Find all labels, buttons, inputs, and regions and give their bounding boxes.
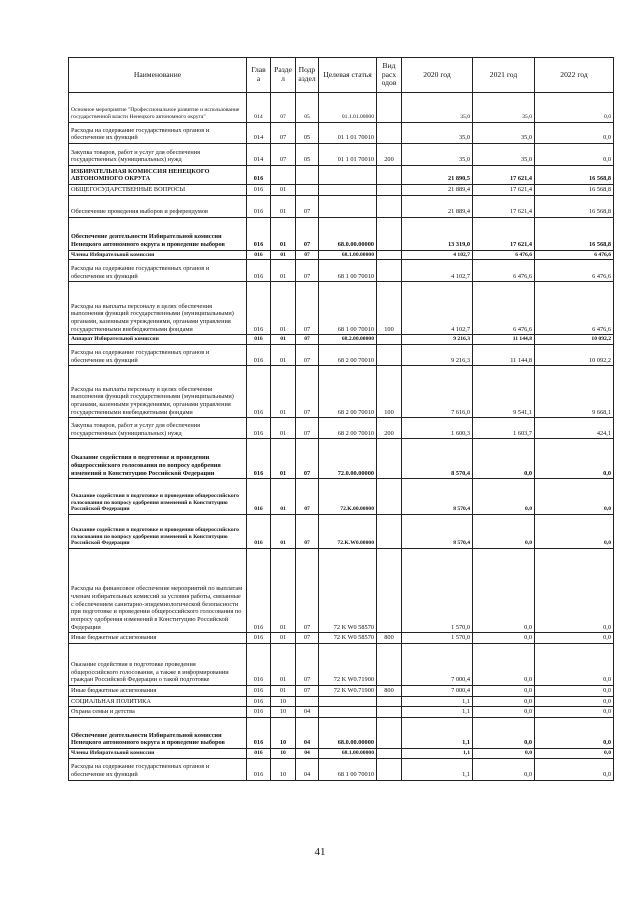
row-amount-2022: 0,0 xyxy=(535,439,614,479)
row-target-article: 68 2 00 70010 xyxy=(319,345,377,366)
row-target-article: 68 2 00 70010 xyxy=(319,366,377,418)
table-row xyxy=(69,633,614,644)
row-amount-2022: 0,0 xyxy=(535,685,614,696)
row-glava: 016 xyxy=(247,696,271,707)
row-expense-type xyxy=(377,717,402,748)
row-expense-type xyxy=(377,93,402,123)
row-target-article: 68.1.00.00000 xyxy=(319,250,377,260)
row-name: Расходы на финансовое обеспечение мероприятий по выплатам членам избирательных комиссий за условия работы, связанные с обеспечением санитарно-эпидемиологической безопасности при подготовке и проведении общероссийского голосования по вопросу одобрения изменений в Конституцию Российской Федерации xyxy=(69,549,247,633)
row-name: Расходы на содержание государственных органов и обеспечение их функций xyxy=(69,345,247,366)
row-amount-2021: 17 621,4 xyxy=(473,217,535,250)
row-razdel: 01 xyxy=(271,217,296,250)
row-target-article: 68 1 00 70010 xyxy=(319,282,377,335)
row-name: Члены Избирательной комиссии xyxy=(69,250,247,260)
row-glava: 016 xyxy=(247,195,271,217)
header-year-2020: 2020 год xyxy=(402,58,473,93)
row-name: Члены Избирательной комиссии xyxy=(69,748,247,758)
table-row xyxy=(69,366,614,418)
row-glava: 016 xyxy=(247,282,271,335)
row-expense-type xyxy=(377,195,402,217)
row-podrazdel: 07 xyxy=(296,217,319,250)
row-name: Расходы на выплаты персоналу в целях обеспечения выполнения функций государственными (муниципальными) органами, казенными учреждениями, органами управления государственными внебюджетными фондами xyxy=(69,366,247,418)
row-podrazdel: 05 xyxy=(296,123,319,144)
row-razdel: 01 xyxy=(271,185,296,196)
row-expense-type xyxy=(377,439,402,479)
row-name: ИЗБИРАТЕЛЬНАЯ КОМИССИЯ НЕНЕЦКОГО АВТОНОМНОГО ОКРУГА xyxy=(69,166,247,185)
table-row xyxy=(69,707,614,718)
row-name: Основное мероприятие "Профессиональное развитие и использование государственной власти Ненецкого автономного округа" xyxy=(69,93,247,123)
row-amount-2020: 4 102,7 xyxy=(402,260,473,282)
table-row xyxy=(69,260,614,282)
row-amount-2020: 9 216,3 xyxy=(402,345,473,366)
row-amount-2022: 0,0 xyxy=(535,643,614,685)
row-expense-type xyxy=(377,758,402,780)
row-podrazdel: 04 xyxy=(296,758,319,780)
row-amount-2022: 0,0 xyxy=(535,479,614,515)
row-glava: 016 xyxy=(247,479,271,515)
row-glava: 016 xyxy=(247,549,271,633)
row-target-article: 68.0.00.00000 xyxy=(319,717,377,748)
row-razdel: 07 xyxy=(271,144,296,166)
row-razdel: 01 xyxy=(271,515,296,549)
row-glava: 016 xyxy=(247,717,271,748)
row-amount-2022: 6 476,6 xyxy=(535,250,614,260)
row-amount-2022: 0,0 xyxy=(535,696,614,707)
row-amount-2020: 7 000,4 xyxy=(402,643,473,685)
table-row xyxy=(69,643,614,685)
row-amount-2022: 424,1 xyxy=(535,418,614,439)
row-podrazdel: 07 xyxy=(296,549,319,633)
row-name: Иные бюджетные ассигнования xyxy=(69,685,247,696)
row-expense-type xyxy=(377,250,402,260)
table-row xyxy=(69,515,614,549)
row-podrazdel xyxy=(296,696,319,707)
row-name: Оказание содействия в подготовке проведения общероссийского голосования, а также в информировании граждан Российской Федерации о такой подготовке xyxy=(69,643,247,685)
row-amount-2021: 0,0 xyxy=(473,748,535,758)
row-glava: 016 xyxy=(247,166,271,185)
row-expense-type xyxy=(377,185,402,196)
row-expense-type xyxy=(377,707,402,718)
row-amount-2021: 0,0 xyxy=(473,439,535,479)
row-amount-2020: 35,0 xyxy=(402,93,473,123)
row-razdel: 01 xyxy=(271,195,296,217)
row-expense-type xyxy=(377,748,402,758)
row-amount-2020: 1 600,3 xyxy=(402,418,473,439)
row-expense-type xyxy=(377,335,402,345)
row-amount-2020: 13 319,0 xyxy=(402,217,473,250)
row-target-article: 01.1.01.00000 xyxy=(319,93,377,123)
table-row xyxy=(69,758,614,780)
header-podrazdel: Подр аздел xyxy=(296,58,319,93)
row-expense-type xyxy=(377,166,402,185)
table-row xyxy=(69,418,614,439)
header-razdel: Разде л xyxy=(271,58,296,93)
row-name: Оказание содействия в подготовке и проведении общероссийского голосования по вопросу одобрения изменений в Конституцию Российской Федерации xyxy=(69,439,247,479)
row-amount-2021: 35,0 xyxy=(473,144,535,166)
row-amount-2021: 17 621,4 xyxy=(473,185,535,196)
row-podrazdel: 07 xyxy=(296,250,319,260)
row-razdel: 01 xyxy=(271,439,296,479)
row-amount-2021: 0,0 xyxy=(473,643,535,685)
row-name: Обеспечение деятельности Избирательной комиссии Ненецкого автономного округа и проведение выборов xyxy=(69,217,247,250)
row-amount-2020: 4 102,7 xyxy=(402,282,473,335)
row-amount-2022: 16 568,8 xyxy=(535,217,614,250)
row-amount-2022: 10 092,2 xyxy=(535,335,614,345)
row-glava: 016 xyxy=(247,643,271,685)
row-podrazdel xyxy=(296,166,319,185)
row-razdel: 01 xyxy=(271,549,296,633)
row-glava: 016 xyxy=(247,418,271,439)
table-row xyxy=(69,93,614,123)
table-row xyxy=(69,717,614,748)
row-amount-2020: 7 000,4 xyxy=(402,685,473,696)
row-amount-2022: 0,0 xyxy=(535,633,614,644)
row-expense-type xyxy=(377,260,402,282)
row-podrazdel: 07 xyxy=(296,643,319,685)
row-expense-type xyxy=(377,345,402,366)
row-amount-2020: 21 890,5 xyxy=(402,166,473,185)
row-podrazdel: 05 xyxy=(296,144,319,166)
row-amount-2022: 10 092,2 xyxy=(535,345,614,366)
row-target-article xyxy=(319,707,377,718)
row-amount-2021: 0,0 xyxy=(473,717,535,748)
table-row xyxy=(69,549,614,633)
row-target-article: 68.1.00.00000 xyxy=(319,748,377,758)
row-podrazdel: 07 xyxy=(296,345,319,366)
row-amount-2021: 0,0 xyxy=(473,758,535,780)
row-target-article: 72 K W0.71900 xyxy=(319,685,377,696)
row-razdel: 01 xyxy=(271,685,296,696)
row-target-article: 72 K W0 58570 xyxy=(319,633,377,644)
row-amount-2020: 1,1 xyxy=(402,717,473,748)
header-expense-type: Вид расх одов xyxy=(377,58,402,93)
row-amount-2020: 1,1 xyxy=(402,748,473,758)
row-razdel: 01 xyxy=(271,366,296,418)
row-amount-2022: 16 568,8 xyxy=(535,166,614,185)
row-podrazdel: 07 xyxy=(296,685,319,696)
row-glava: 016 xyxy=(247,633,271,644)
row-podrazdel: 04 xyxy=(296,707,319,718)
table-row xyxy=(69,123,614,144)
row-expense-type: 200 xyxy=(377,144,402,166)
row-glava: 014 xyxy=(247,123,271,144)
row-amount-2021: 1 603,7 xyxy=(473,418,535,439)
row-target-article: 72.K.00.00000 xyxy=(319,479,377,515)
row-razdel: 01 xyxy=(271,282,296,335)
row-podrazdel: 04 xyxy=(296,717,319,748)
row-expense-type xyxy=(377,696,402,707)
row-amount-2021: 6 476,6 xyxy=(473,260,535,282)
row-razdel: 01 xyxy=(271,345,296,366)
row-amount-2022: 9 668,1 xyxy=(535,366,614,418)
row-expense-type: 100 xyxy=(377,282,402,335)
table-row xyxy=(69,439,614,479)
row-amount-2021: 35,0 xyxy=(473,93,535,123)
row-name: Закупка товаров, работ и услуг для обеспечения государственных (муниципальных) нужд xyxy=(69,144,247,166)
row-amount-2021: 0,0 xyxy=(473,685,535,696)
row-razdel: 01 xyxy=(271,643,296,685)
row-expense-type xyxy=(377,515,402,549)
row-podrazdel: 07 xyxy=(296,260,319,282)
row-amount-2022: 6 476,6 xyxy=(535,282,614,335)
row-podrazdel: 07 xyxy=(296,282,319,335)
row-podrazdel: 07 xyxy=(296,439,319,479)
row-expense-type xyxy=(377,217,402,250)
row-name: Закупка товаров, работ и услуг для обеспечения государственных (муниципальных) нужд xyxy=(69,418,247,439)
row-amount-2021: 17 621,4 xyxy=(473,166,535,185)
row-expense-type xyxy=(377,123,402,144)
row-name: Оказание содействия в подготовке и проведении общероссийского голосования по вопросу одобрения изменений в Конституцию Российской Федерации xyxy=(69,479,247,515)
row-amount-2021: 0,0 xyxy=(473,707,535,718)
row-glava: 016 xyxy=(247,217,271,250)
row-amount-2021: 0,0 xyxy=(473,696,535,707)
budget-table xyxy=(68,57,614,781)
row-target-article: 68.0.00.00000 xyxy=(319,217,377,250)
row-amount-2021: 17 621,4 xyxy=(473,195,535,217)
row-amount-2022: 0,0 xyxy=(535,748,614,758)
row-amount-2020: 1 570,0 xyxy=(402,549,473,633)
row-glava: 016 xyxy=(247,685,271,696)
table-row xyxy=(69,282,614,335)
row-name: Расходы на выплаты персоналу в целях обеспечения выполнения функций государственными (муниципальными) органами, казенными учреждениями, органами управления государственными внебюджетными фондами xyxy=(69,282,247,335)
row-expense-type: 200 xyxy=(377,418,402,439)
row-name: Аппарат Избирательной комиссии xyxy=(69,335,247,345)
row-expense-type xyxy=(377,549,402,633)
row-amount-2022: 0,0 xyxy=(535,515,614,549)
row-razdel: 01 xyxy=(271,418,296,439)
table-row xyxy=(69,335,614,345)
row-amount-2020: 35,0 xyxy=(402,123,473,144)
header-glava: Глав а xyxy=(247,58,271,93)
row-name: Обеспечение деятельности Избирательной комиссии Ненецкого автономного округа и проведение выборов xyxy=(69,717,247,748)
row-amount-2020: 4 102,7 xyxy=(402,250,473,260)
table-row xyxy=(69,250,614,260)
row-amount-2021: 0,0 xyxy=(473,479,535,515)
row-amount-2020: 1,1 xyxy=(402,707,473,718)
row-amount-2021: 11 144,8 xyxy=(473,345,535,366)
row-name: Обеспечение проведения выборов и референдумов xyxy=(69,195,247,217)
row-razdel: 10 xyxy=(271,717,296,748)
row-expense-type: 800 xyxy=(377,685,402,696)
row-amount-2021: 6 476,6 xyxy=(473,282,535,335)
row-expense-type: 800 xyxy=(377,633,402,644)
row-name: Расходы на содержание государственных органов и обеспечение их функций xyxy=(69,758,247,780)
row-amount-2020: 1 570,0 xyxy=(402,633,473,644)
row-podrazdel xyxy=(296,185,319,196)
row-razdel: 01 xyxy=(271,479,296,515)
row-amount-2021: 35,0 xyxy=(473,123,535,144)
table-row xyxy=(69,217,614,250)
row-target-article xyxy=(319,696,377,707)
page-number: 41 xyxy=(314,846,326,858)
row-podrazdel: 07 xyxy=(296,633,319,644)
row-amount-2021: 11 144,8 xyxy=(473,335,535,345)
row-amount-2020: 8 570,4 xyxy=(402,439,473,479)
row-amount-2020: 9 216,3 xyxy=(402,335,473,345)
row-amount-2022: 16 568,8 xyxy=(535,195,614,217)
table-row xyxy=(69,166,614,185)
row-name: Иные бюджетные ассигнования xyxy=(69,633,247,644)
row-podrazdel: 07 xyxy=(296,195,319,217)
row-expense-type: 100 xyxy=(377,366,402,418)
row-amount-2021: 9 541,1 xyxy=(473,366,535,418)
row-expense-type xyxy=(377,643,402,685)
table-row xyxy=(69,696,614,707)
row-glava: 014 xyxy=(247,144,271,166)
row-amount-2022: 16 568,8 xyxy=(535,185,614,196)
row-target-article: 72.K.W0.00000 xyxy=(319,515,377,549)
row-name: Охрана семьи и детства xyxy=(69,707,247,718)
table-row xyxy=(69,345,614,366)
table-row xyxy=(69,685,614,696)
row-razdel: 10 xyxy=(271,707,296,718)
row-glava: 014 xyxy=(247,93,271,123)
row-razdel: 10 xyxy=(271,748,296,758)
row-amount-2020: 8 570,4 xyxy=(402,479,473,515)
row-razdel xyxy=(271,166,296,185)
row-razdel: 01 xyxy=(271,260,296,282)
table-row xyxy=(69,748,614,758)
row-razdel: 07 xyxy=(271,93,296,123)
row-amount-2020: 21 889,4 xyxy=(402,185,473,196)
header-year-2022: 2022 год xyxy=(535,58,614,93)
row-razdel: 10 xyxy=(271,696,296,707)
row-glava: 016 xyxy=(247,439,271,479)
row-podrazdel: 05 xyxy=(296,93,319,123)
row-name: Оказание содействия в подготовке и проведении общероссийского голосования по вопросу одобрения изменений в Конституцию Российской Федерации xyxy=(69,515,247,549)
row-target-article: 68 1 00 70010 xyxy=(319,260,377,282)
row-amount-2020: 8 570,4 xyxy=(402,515,473,549)
table-row xyxy=(69,185,614,196)
row-amount-2021: 0,0 xyxy=(473,633,535,644)
row-amount-2022: 0,0 xyxy=(535,707,614,718)
row-glava: 016 xyxy=(247,366,271,418)
row-amount-2022: 0,0 xyxy=(535,549,614,633)
row-amount-2020: 35,0 xyxy=(402,144,473,166)
row-podrazdel: 07 xyxy=(296,335,319,345)
row-razdel: 01 xyxy=(271,250,296,260)
header-year-2021: 2021 год xyxy=(473,58,535,93)
row-razdel: 01 xyxy=(271,335,296,345)
row-podrazdel: 07 xyxy=(296,479,319,515)
table-row xyxy=(69,195,614,217)
row-glava: 016 xyxy=(247,758,271,780)
row-amount-2022: 0,0 xyxy=(535,144,614,166)
header-target-article: Целевая статья xyxy=(319,58,377,93)
row-amount-2022: 0,0 xyxy=(535,717,614,748)
row-amount-2022: 6 476,6 xyxy=(535,260,614,282)
row-amount-2021: 6 476,6 xyxy=(473,250,535,260)
row-target-article: 01 1 01 70010 xyxy=(319,144,377,166)
row-glava: 016 xyxy=(247,707,271,718)
table-row xyxy=(69,479,614,515)
row-target-article xyxy=(319,166,377,185)
row-glava: 016 xyxy=(247,250,271,260)
row-glava: 016 xyxy=(247,335,271,345)
row-podrazdel: 07 xyxy=(296,515,319,549)
row-target-article xyxy=(319,195,377,217)
row-podrazdel: 04 xyxy=(296,748,319,758)
row-amount-2021: 0,0 xyxy=(473,549,535,633)
table-body xyxy=(69,93,614,781)
row-target-article: 01 1 01 70010 xyxy=(319,123,377,144)
row-amount-2020: 1,1 xyxy=(402,696,473,707)
table-row xyxy=(69,144,614,166)
row-glava: 016 xyxy=(247,345,271,366)
row-razdel: 07 xyxy=(271,123,296,144)
row-glava: 016 xyxy=(247,260,271,282)
row-target-article: 68 2 00 70010 xyxy=(319,418,377,439)
row-razdel: 10 xyxy=(271,758,296,780)
row-name: ОБЩЕГОСУДАРСТВЕННЫЕ ВОПРОСЫ xyxy=(69,185,247,196)
row-podrazdel: 07 xyxy=(296,418,319,439)
row-target-article xyxy=(319,185,377,196)
row-glava: 016 xyxy=(247,748,271,758)
row-target-article: 72 K W0.71900 xyxy=(319,643,377,685)
row-name: СОЦИАЛЬНАЯ ПОЛИТИКА xyxy=(69,696,247,707)
row-amount-2022: 0,0 xyxy=(535,758,614,780)
row-target-article: 68 1 00 70010 xyxy=(319,758,377,780)
row-amount-2020: 21 889,4 xyxy=(402,195,473,217)
row-target-article: 68.2.00.00000 xyxy=(319,335,377,345)
row-amount-2021: 0,0 xyxy=(473,515,535,549)
row-expense-type xyxy=(377,479,402,515)
row-glava: 016 xyxy=(247,515,271,549)
row-amount-2020: 7 616,0 xyxy=(402,366,473,418)
table-header-row xyxy=(69,58,614,93)
row-amount-2022: 0,0 xyxy=(535,123,614,144)
row-target-article: 72.0.00.00000 xyxy=(319,439,377,479)
row-amount-2020: 1,1 xyxy=(402,758,473,780)
row-podrazdel: 07 xyxy=(296,366,319,418)
row-name: Расходы на содержание государственных органов и обеспечение их функций xyxy=(69,260,247,282)
row-razdel: 01 xyxy=(271,633,296,644)
row-glava: 016 xyxy=(247,185,271,196)
row-amount-2022: 0,0 xyxy=(535,93,614,123)
row-name: Расходы на содержание государственных органов и обеспечение их функций xyxy=(69,123,247,144)
row-target-article: 72 K W0 58570 xyxy=(319,549,377,633)
header-name: Наименование xyxy=(69,58,247,93)
